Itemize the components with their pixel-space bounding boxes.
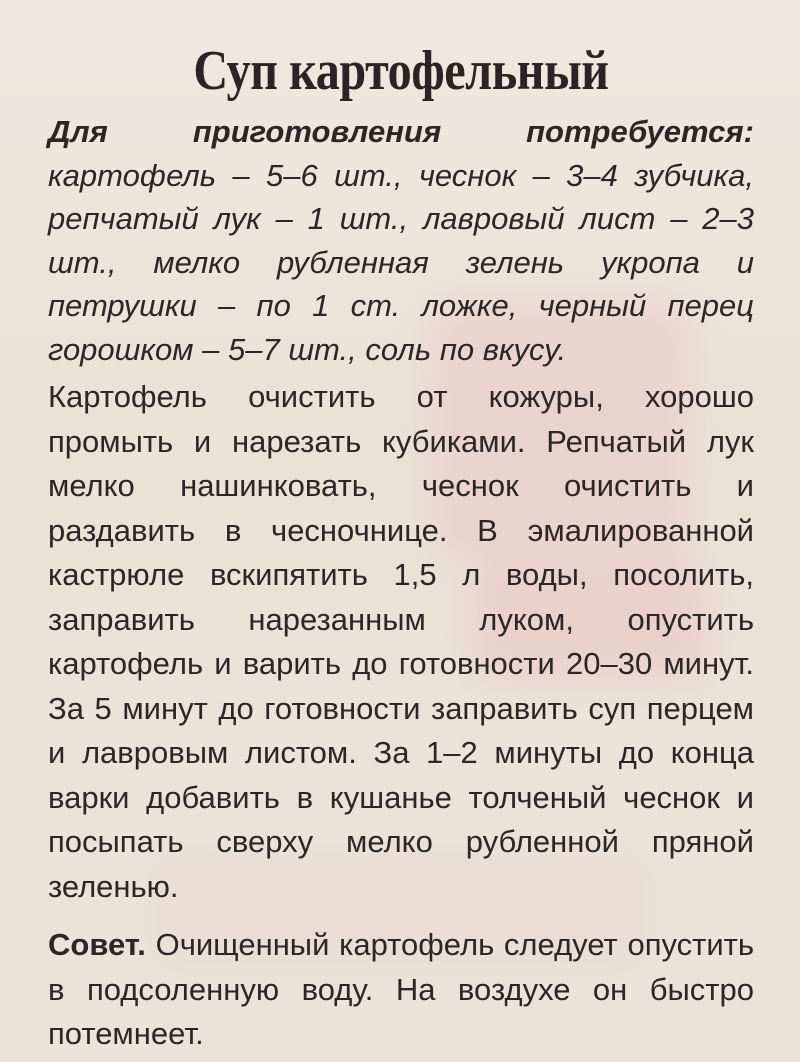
recipe-title: Суп картофельный xyxy=(193,40,609,102)
advice-text: Очищенный картофель следует опустить в подсоленную воду. На воздухе он быстро потемнеет. xyxy=(48,927,754,1051)
advice-paragraph xyxy=(48,923,754,1057)
recipe-content xyxy=(48,34,754,1057)
ingredients-lead: Для приготовления потребуется: xyxy=(48,114,754,149)
ingredients-paragraph xyxy=(48,110,754,371)
ingredients-text: картофель – 5–6 шт., чеснок – 3–4 зубчика, репчатый лук – 1 шт., лавровый лист – 2–3 шт., мелко рубленная зелень укропа и петрушки – по 1 ст. ложке, черный перец горошком – 5–7 шт., соль по вкусу. xyxy=(48,157,754,367)
advice-lead: Совет. xyxy=(48,927,146,962)
method-paragraph: Картофель очистить от кожуры, хорошо промыть и нарезать кубиками. Репчатый лук мелко нашинковать, чеснок очистить и раздавить в чесночнице. В эмалированной кастрюле вскипятить 1,5 л воды, посолить, заправить нарезанным луком, опустить картофель и варить до готовности 20–30 минут. За 5 минут до готовности заправить суп перцем и лавровым листом. За 1–2 минуты до конца варки добавить в кушанье толченый чеснок и посыпать сверху мелко рубленной пряной зеленью. xyxy=(48,379,754,904)
